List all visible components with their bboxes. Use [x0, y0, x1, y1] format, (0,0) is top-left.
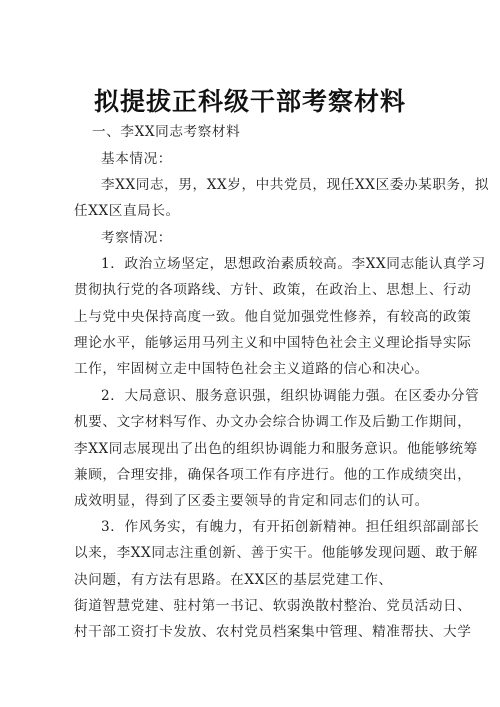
paragraph-line: 机要、文字材料写作、办文办会综合协调工作及后勤工作期间， [74, 414, 472, 431]
paragraph-line: 工作，牢固树立走中国特色社会主义道路的信心和决心。 [74, 361, 429, 378]
review-label-block [74, 225, 434, 251]
paragraph-line: 上与党中央保持高度一致。他自觉加强党性修养，有较高的政策 [74, 308, 472, 325]
item-2-paragraph [74, 383, 480, 514]
basic-info-label: 基本情况： [101, 151, 172, 167]
document-title: 拟提拔正科级干部考察材料 [93, 87, 406, 116]
item-1-paragraph [74, 251, 486, 382]
paragraph-line: 李XX同志展现出了出色的组织协调能力和服务意识。他能够统筹 [74, 440, 478, 457]
paragraph-line: 决问题，有方法有思路。在XX区的基层党建工作、 [74, 571, 393, 588]
paragraph-line: 成效明显，得到了区委主要领导的肯定和同志们的认可。 [74, 493, 429, 510]
paragraph-line: 2．大局意识、服务意识强，组织协调能力强。在区委办分管 [101, 388, 480, 404]
paragraph-line: 理论水平，能够运用马列主义和中国特色社会主义理论指导实际 [74, 334, 472, 351]
paragraph-line: 以来，李XX同志注重创新、善于实干。他能够发现问题、敢于解 [74, 545, 478, 562]
paragraph-line: 任XX区直局长。 [74, 203, 180, 220]
paragraph-line: 街道智慧党建、驻村第一书记、软弱涣散村整治、党员活动日、 [74, 597, 472, 614]
basic-info-label-block [74, 146, 434, 172]
paragraph-line: 村干部工资打卡发放、农村党员档案集中管理、精准帮扶、大学 [74, 624, 472, 641]
item-3-paragraph [74, 514, 480, 645]
review-label: 考察情况： [101, 230, 172, 246]
section-heading: 一、李XX同志考察材料 [92, 124, 241, 140]
basic-info-paragraph [74, 172, 490, 225]
paragraph-line: 兼顾，合理安排，确保各项工作有序进行。他的工作成绩突出， [74, 466, 472, 483]
paragraph-line: 1．政治立场坚定，思想政治素质较高。李XX同志能认真学习 [101, 256, 486, 272]
paragraph-line: 贯彻执行党的各项路线、方针、政策，在政治上、思想上、行动 [74, 282, 472, 299]
paragraph-line: 3．作风务实，有魄力，有开拓创新精神。担任组织部副部长 [101, 519, 480, 535]
paragraph-line: 李XX同志，男，XX岁，中共党员，现任XX区委办某职务，拟 [101, 177, 490, 193]
